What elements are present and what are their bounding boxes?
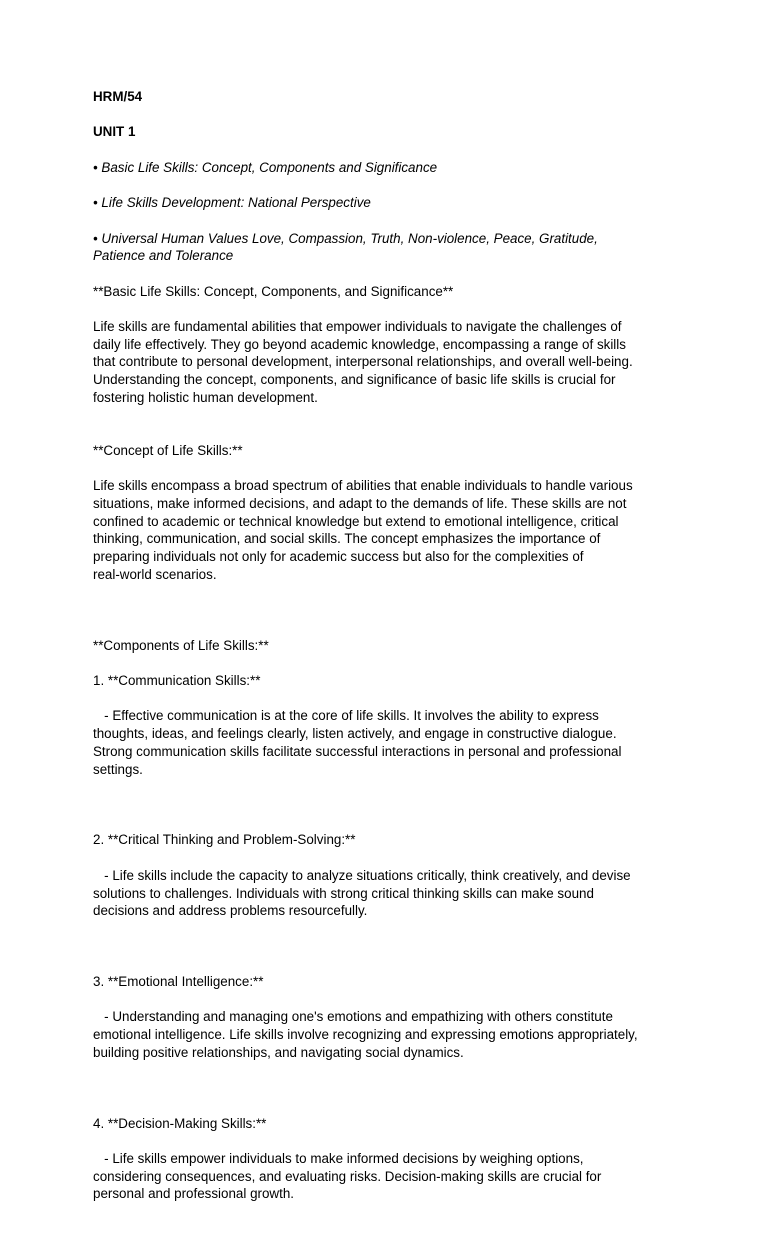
component-item [93,955,678,1079]
concept-section [93,424,678,601]
component-title: 3. **Emotional Intelligence:** [93,974,264,989]
topic-item: • Universal Human Values Love, Compassion, Truth, Non-violence, Peace, Gratitude, Patience and Tolerance [93,230,598,264]
concept-heading: **Concept of Life Skills:** [93,442,243,458]
topic-item: • Life Skills Development: National Perspective [93,195,371,211]
intro-paragraph: Life skills are fundamental abilities that empower individuals to navigate the challenges of daily life effectively. They go beyond academic knowledge, encompassing a range of skills that contribute to personal development, interpersonal relationships, and overall well-being. Understanding the concept, components, and significance of basic life skills is crucial for fostering holistic human development. [93,319,633,405]
component-title: 2. **Critical Thinking and Problem-Solving:** [93,832,356,848]
component-title: 1. **Communication Skills:** [93,673,261,689]
concept-body: Life skills encompass a broad spectrum of abilities that enable individuals to handle various situations, make informed decisions, and adapt to the demands of life. These skills are not confined to academic or technical knowledge but extend to emotional intelligence, critical thinking, communication, and social skills. The concept emphasizes the importance of preparing individuals not only for academic success but also for the complexities of real-world scenarios. [93,478,633,582]
topic-item: • Basic Life Skills: Concept, Components and Significance [93,159,438,175]
component-body: - Life skills include the capacity to analyze situations critically, think creatively, and devise solutions to challenges. Individuals with strong critical thinking skills can make sound decisions and address problems resourcefully. [93,867,631,919]
component-body: - Understanding and managing one's emotions and empathizing with others constitute emotional intelligence. Life skills involve recognizing and expressing emotions appropriately, building positive relationships, and navigating social dynamics. [93,1009,638,1060]
component-body: - Life skills empower individuals to make informed decisions by weighing options, considering consequences, and evaluating risks. Decision-making skills are crucial for personal and professional growth. [93,1151,602,1202]
components-heading: **Components of Life Skills:** [93,637,269,653]
section-heading: **Basic Life Skills: Concept, Components, and Significance** [93,283,454,299]
component-item [93,1097,678,1221]
components-section-1 [93,619,678,796]
document-page [93,88,678,1239]
component-item [93,814,678,938]
component-title: 4. **Decision-Making Skills:** [93,1115,267,1131]
course-code: HRM/54 [93,89,143,104]
unit-title: UNIT 1 [93,124,136,140]
component-body: - Effective communication is at the core of life skills. It involves the ability to express thoughts, ideas, and feelings clearly, listen actively, and engage in constructive dialogue. Strong communication skills facilitate successful interactions in personal and professional settings. [93,708,622,777]
